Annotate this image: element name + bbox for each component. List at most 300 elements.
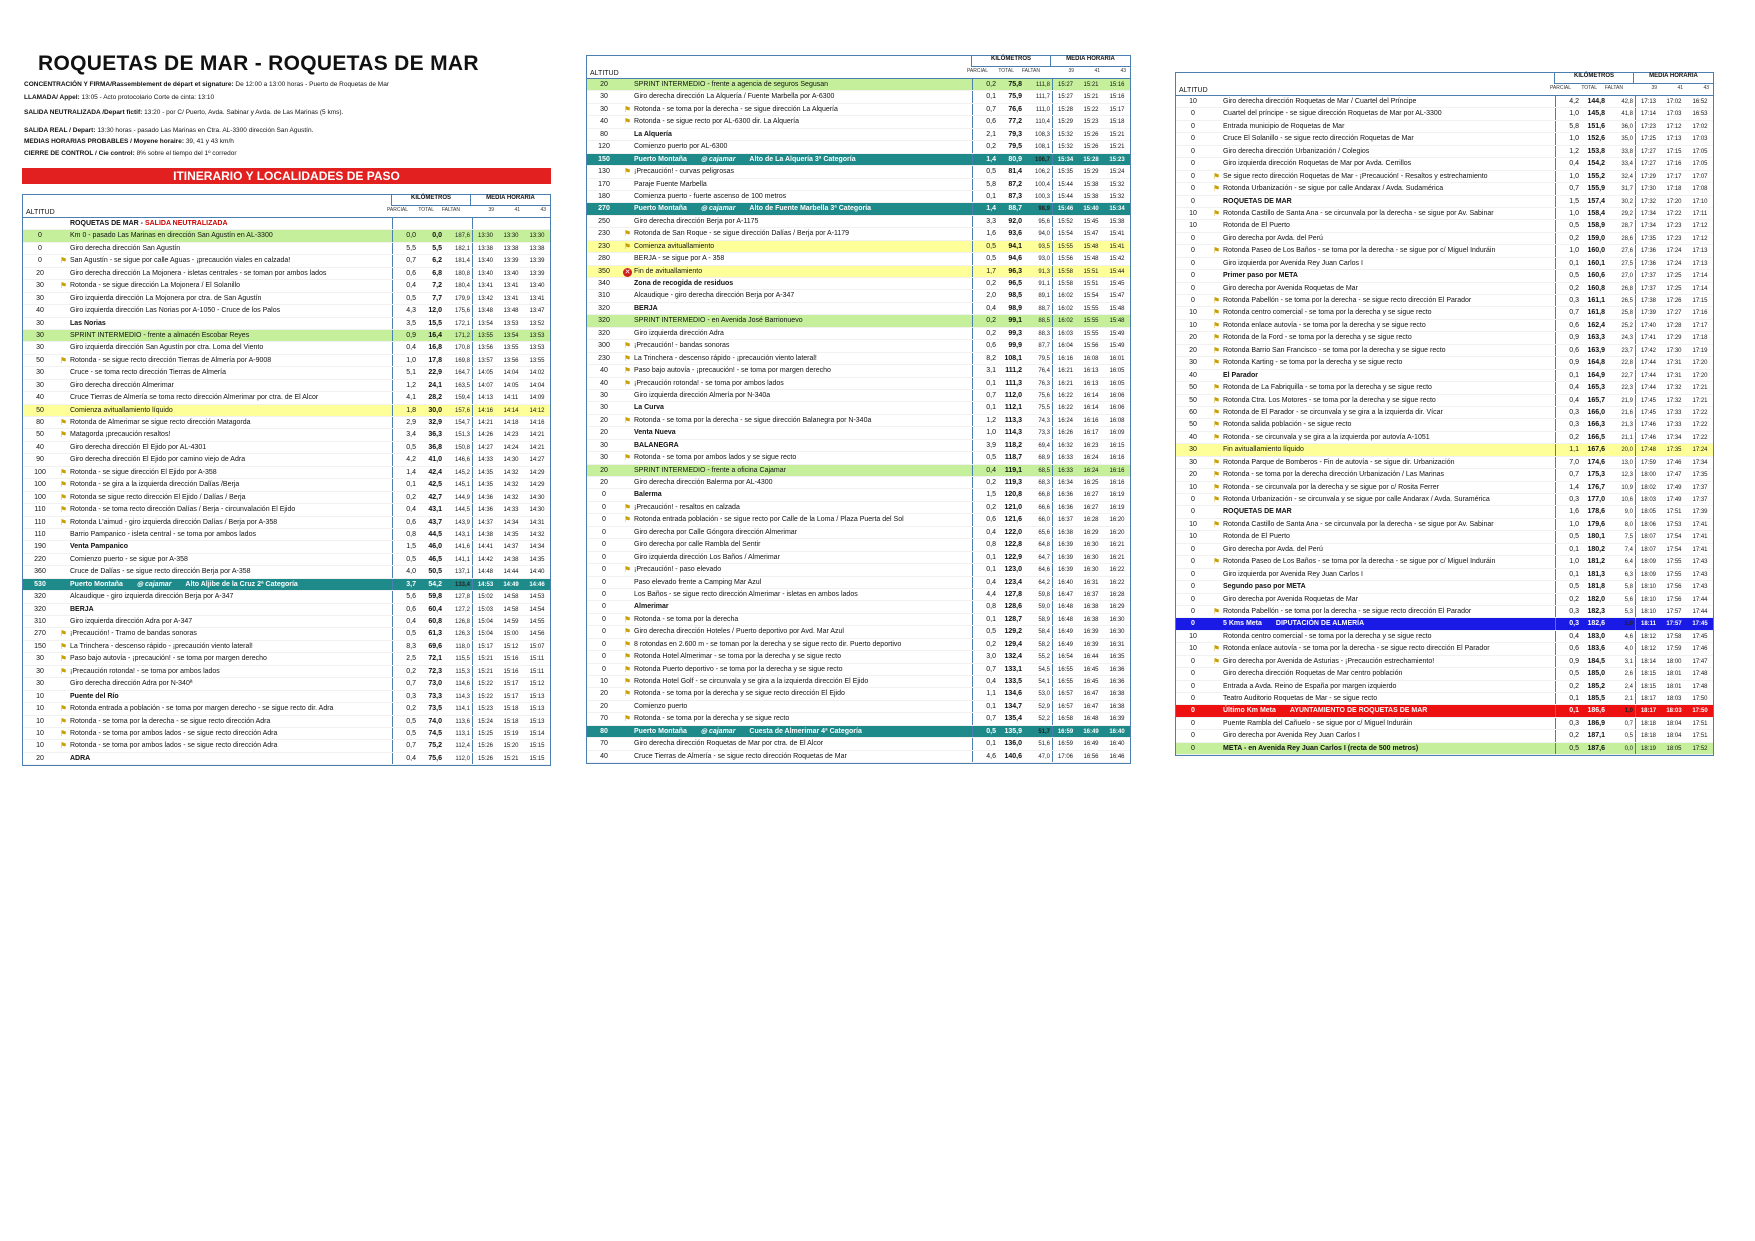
partial-km: 7,0: [1555, 457, 1581, 468]
partial-km: 1,0: [1555, 208, 1581, 219]
table-row: [587, 440, 1130, 452]
subheader: 43: [1703, 85, 1709, 91]
row-icon: [621, 514, 634, 525]
description: Puente del Río: [70, 692, 119, 700]
time-43: 15:16: [1109, 82, 1125, 88]
remaining-km: 65,6: [1038, 529, 1050, 536]
time-43: 17:05: [1692, 161, 1708, 168]
row-icon: [57, 479, 70, 490]
info-value: 13:05 - Acto protocolario Corte de cinta: 13:10: [81, 94, 215, 101]
remaining-km: 58,2: [1038, 641, 1050, 648]
description: Rotonda Karting - se toma por la derecha y se sigue recto: [1223, 359, 1403, 367]
remaining-km: 64,7: [1038, 554, 1050, 561]
partial-km: 4,0: [392, 566, 418, 577]
partial-km: 0,1: [1555, 569, 1581, 580]
time-39: 16:03: [1052, 328, 1078, 339]
time-39: 16:26: [1052, 427, 1078, 438]
partial-km: 0,4: [972, 465, 998, 476]
table-row: [23, 318, 550, 330]
time-43: 16:06: [1109, 392, 1125, 399]
total-km: 46,0: [428, 543, 442, 551]
table-row: [1176, 469, 1713, 481]
total-km: 46,5: [428, 555, 442, 563]
flag-icon: ⚑: [59, 728, 68, 738]
time-41: 14:11: [503, 395, 519, 402]
altitude: 10: [36, 717, 44, 725]
total-km: 163,9: [1587, 346, 1605, 354]
partial-km: 0,6: [1555, 345, 1581, 356]
description: Alcaudique - giro derecha dirección Berja por A-347: [634, 292, 795, 300]
description: Rotonda se sigue recto dirección El Ejido / Dalías / Berja: [70, 493, 246, 501]
remaining-km: 54,1: [1038, 679, 1050, 685]
flag-icon: ⚑: [623, 614, 632, 624]
remaining-km: 182,1: [454, 245, 470, 252]
remaining-km: 180,4: [454, 283, 470, 290]
partial-km: 0,6: [972, 340, 998, 351]
row-icon: [1210, 171, 1223, 182]
altitude: 0: [602, 491, 606, 499]
time-43: [524, 218, 550, 229]
description: Rotonda centro comercial - se toma por la derecha y se sigue recto: [1223, 309, 1432, 317]
altitude: 20: [36, 269, 44, 277]
table-row: [1176, 718, 1713, 730]
table-row: [587, 527, 1130, 539]
time-43: 17:52: [1692, 745, 1708, 752]
table-row: [23, 529, 550, 541]
table-row: [587, 564, 1130, 576]
time-39: 18:15: [1635, 681, 1661, 692]
time-39: 16:55: [1052, 664, 1078, 675]
time-39: 17:29: [1635, 171, 1661, 182]
total-km: 182,6: [1587, 620, 1605, 628]
time-41: 14:30: [503, 457, 519, 464]
partial-km: 3,4: [392, 429, 418, 440]
time-41: 15:55: [1083, 318, 1099, 325]
description: Rotonda Castillo de Santa Ana - se circunvala por la derecha - se sigue por Av. Sabinar: [1223, 520, 1494, 528]
partial-km: 0,7: [1555, 469, 1581, 480]
altitude: 0: [602, 603, 606, 611]
total-km: 177,0: [1587, 496, 1605, 503]
table-row: [1176, 345, 1713, 357]
description: Comienza puerto - fuerte ascenso de 100 metros: [634, 192, 787, 200]
altitude: 0: [1191, 247, 1195, 255]
total-km: 6,8: [432, 269, 442, 277]
remaining-km: 6,4: [1624, 559, 1633, 566]
altitude: 30: [36, 667, 44, 675]
time-39: 16:55: [1052, 676, 1078, 687]
table-row: [23, 380, 550, 392]
table-header: [1176, 73, 1713, 96]
time-41: 16:45: [1083, 679, 1099, 685]
total-km: 99,1: [1008, 317, 1022, 325]
flag-icon: ⚑: [59, 629, 68, 639]
time-41: 15:56: [1083, 343, 1099, 350]
total-km: 79,3: [1008, 130, 1022, 138]
description: San Agustín - se sigue por calle Aguas - ¡precaución viales en calzada!: [70, 257, 291, 265]
table-row: [23, 492, 550, 504]
time-41: 16:17: [1083, 430, 1099, 437]
remaining-km: 111,7: [1035, 94, 1050, 101]
total-km: 77,2: [1008, 118, 1022, 126]
description: SPRINT INTERMEDIO - en Avenida José Barrionuevo: [634, 317, 803, 325]
description: Giro derecha por Avenida Roquetas de Mar: [1223, 284, 1358, 292]
table-row: [587, 589, 1130, 601]
time-43: 16:38: [1109, 703, 1125, 710]
altitude: 340: [598, 280, 610, 287]
time-39: 15:21: [472, 666, 498, 677]
row-icon: [57, 703, 70, 714]
time-41: 16:30: [1083, 567, 1099, 574]
flag-icon: ⚑: [1212, 395, 1221, 405]
remaining-km: 54,5: [1038, 666, 1050, 673]
partial-km: 2,9: [392, 417, 418, 428]
altitude: 0: [1191, 185, 1195, 193]
partial-km: 1,4: [392, 467, 418, 478]
total-km: 176,7: [1587, 483, 1605, 491]
remaining-km: 21,6: [1621, 409, 1633, 416]
remaining-km: 13,0: [1621, 459, 1633, 466]
time-43: 14:29: [529, 469, 545, 476]
altitude: 50: [1189, 421, 1197, 429]
row-icon: [57, 429, 70, 440]
partial-km: 1,2: [972, 415, 998, 426]
time-41: 13:55: [503, 345, 519, 352]
row-icon: [57, 230, 70, 241]
description: Paraje Fuente Marbella: [634, 180, 707, 188]
row-icon: [1210, 295, 1223, 306]
total-km: 99,3: [1008, 329, 1022, 337]
total-km: 24,1: [428, 381, 442, 389]
row-icon: [57, 691, 70, 702]
sponsor-logo: ◎ cajamar: [137, 579, 172, 590]
time-43: 16:38: [1109, 691, 1125, 698]
time-41: 17:23: [1666, 223, 1682, 230]
flag-icon: ⚑: [59, 704, 68, 714]
description: BERJA: [70, 605, 94, 613]
table-row: [23, 504, 550, 516]
partial-km: 0,4: [392, 280, 418, 291]
description: La Trinchera - descenso rápido - ¡precaución viento lateral!: [634, 354, 817, 362]
partial-km: 0,2: [1555, 233, 1581, 244]
time-43: 17:47: [1692, 658, 1708, 665]
total-km: 185,2: [1587, 682, 1605, 690]
remaining-km: 98,9: [1038, 206, 1050, 213]
time-39: 18:10: [1635, 594, 1661, 605]
table-row: [587, 365, 1130, 377]
partial-km: 0,7: [972, 390, 998, 401]
table-row: [1176, 332, 1713, 344]
time-41: 17:24: [1666, 248, 1682, 255]
time-43: 14:09: [529, 395, 545, 402]
segment-subtitle: Cuesta de Almerimar 4ª Categoría: [749, 727, 862, 735]
table-row: [1176, 171, 1713, 183]
time-43: 16:30: [1109, 629, 1125, 636]
time-41: 14:24: [503, 444, 519, 451]
table-row: [1176, 693, 1713, 705]
time-41: 16:14: [1083, 405, 1099, 412]
total-km: 87,2: [1008, 180, 1022, 188]
flag-icon: ⚑: [1212, 457, 1221, 467]
table-row: [587, 738, 1130, 750]
subheader: 39: [1068, 68, 1074, 74]
row-icon: [621, 539, 634, 550]
description: Rotonda - se toma por la derecha - se sigue dirección Balanegra por N-340a: [634, 416, 872, 424]
description: Cruce Tierras de Almería - se sigue recto dirección Roquetas de Mar: [634, 752, 847, 760]
altitude: 0: [1191, 172, 1195, 180]
remaining-km: 9,0: [1624, 509, 1633, 516]
total-km: 153,8: [1587, 147, 1605, 155]
row-icon: [621, 166, 634, 177]
table-row: [587, 701, 1130, 713]
description: Giro derecha por Avda. del Perú: [1223, 234, 1323, 242]
partial-km: 0,9: [1555, 656, 1581, 667]
time-41: 15:26: [1083, 131, 1099, 138]
partial-km: 0,9: [392, 330, 418, 341]
remaining-km: 108,1: [1034, 144, 1050, 151]
time-41: 17:20: [1666, 198, 1682, 205]
table-row: [1176, 482, 1713, 494]
table-row: [1176, 643, 1713, 655]
time-43: 17:24: [1692, 447, 1708, 454]
time-43: 17:41: [1692, 546, 1708, 553]
partial-km: 0,1: [972, 378, 998, 389]
table-row: [1176, 370, 1713, 382]
remaining-km: 20,0: [1621, 447, 1633, 454]
time-39: 18:15: [1635, 668, 1661, 679]
neutral-start-label: SALIDA NEUTRALIZADA: [144, 220, 228, 227]
total-km: 28,2: [428, 394, 442, 402]
time-41: 16:38: [1083, 616, 1099, 623]
description: Los Baños - se sigue recto dirección Almerimar - isletas en ambos lados: [634, 590, 858, 598]
time-41: 17:57: [1666, 608, 1682, 615]
time-43: 14:27: [529, 457, 545, 464]
time-39: 15:28: [1052, 104, 1078, 115]
partial-km: 0,2: [972, 328, 998, 339]
time-41: 17:31: [1666, 372, 1682, 379]
time-39: 15:52: [1052, 216, 1078, 227]
time-39: 15:32: [1052, 141, 1078, 152]
table-row: [23, 293, 550, 305]
time-39: 17:42: [1635, 345, 1661, 356]
table-row: [1176, 295, 1713, 307]
total-km: 113,3: [1004, 416, 1022, 424]
total-km: 122,9: [1004, 553, 1022, 561]
remaining-km: 52,2: [1038, 716, 1050, 723]
subheader: PARCIAL: [386, 207, 408, 213]
altitude: 10: [36, 742, 44, 750]
time-41: 16:29: [1083, 529, 1099, 536]
total-km: 129,4: [1004, 640, 1022, 648]
partial-km: 0,5: [972, 452, 998, 463]
description: Comienzo puerto: [634, 702, 688, 710]
time-39: 18:12: [1635, 643, 1661, 654]
flag-icon: ⚑: [1212, 432, 1221, 442]
description: Rotonda de La Fabriquilla - se toma por la derecha y se sigue recto: [1223, 384, 1432, 392]
time-39: 18:17: [1635, 705, 1661, 716]
remaining-km: 175,6: [454, 308, 470, 315]
row-icon: [1210, 196, 1223, 207]
time-39: 18:14: [1635, 656, 1661, 667]
total-km: 108,1: [1004, 354, 1022, 362]
partial-km: 0,7: [392, 678, 418, 689]
time-41: 18:05: [1666, 745, 1682, 752]
description: Rotonda - se toma por ambos lados - se sigue recto dirección Adra: [70, 742, 278, 750]
time-39: 18:18: [1635, 730, 1661, 741]
altitude: 0: [1191, 707, 1195, 715]
altitude: 0: [1191, 110, 1195, 118]
table-row: [1176, 146, 1713, 158]
partial-km: 5,8: [1555, 121, 1581, 132]
time-41: 17:18: [1666, 186, 1682, 193]
partial-km: 0,5: [1555, 743, 1581, 754]
total-km: 122,0: [1004, 528, 1022, 536]
partial-km: 4,4: [972, 589, 998, 600]
time-43: 15:48: [1109, 305, 1125, 312]
remaining-km: 0,0: [1624, 745, 1633, 752]
remaining-km: 141,1: [454, 556, 470, 563]
row-icon: [57, 628, 70, 639]
description: Rotonda de San Roque - se sigue dirección Dalías / Berja por A-1179: [634, 230, 850, 238]
altitude: 100: [34, 493, 46, 501]
partial-km: 0,4: [972, 577, 998, 588]
time-39: 17:27: [1635, 158, 1661, 169]
table-row: [23, 728, 550, 740]
remaining-km: 12,3: [1621, 472, 1633, 479]
remaining-km: 35,0: [1621, 136, 1633, 143]
time-41: 15:26: [1083, 144, 1099, 151]
row-icon: [1210, 270, 1223, 281]
flag-icon: ⚑: [59, 641, 68, 651]
time-43: 17:21: [1692, 385, 1708, 392]
partial-km: 0,6: [1555, 320, 1581, 331]
altitude: 100: [34, 481, 46, 489]
altitude: 320: [598, 329, 610, 337]
flag-icon: ⚑: [1212, 246, 1221, 256]
time-39: 17:35: [1635, 233, 1661, 244]
remaining-km: 22,3: [1621, 385, 1633, 392]
table-row: [23, 691, 550, 703]
time-39: 15:44: [1052, 191, 1078, 202]
altitude: 50: [1189, 384, 1197, 392]
remaining-km: 47,0: [1038, 753, 1050, 760]
description: Fin avituallamiento líquido: [1223, 446, 1304, 454]
description: Rotonda Parque de Bomberos - Fin de autovía - se sigue dir. Urbanización: [1223, 458, 1455, 466]
time-39: 15:22: [472, 691, 498, 702]
time-43: 17:13: [1692, 260, 1708, 267]
remaining-km: 146,6: [454, 457, 470, 464]
description: La Trinchera - descenso rápido - ¡precaución viento lateral!: [70, 642, 253, 650]
total-km: 96,5: [1008, 280, 1022, 287]
table-row: [1176, 569, 1713, 581]
table-row: [1176, 270, 1713, 282]
partial-km: 0,5: [392, 728, 418, 739]
subheader: PARCIAL: [966, 68, 988, 74]
remaining-km: 187,6: [454, 233, 470, 240]
time-41: 13:39: [503, 258, 519, 265]
time-43: 17:51: [1692, 720, 1708, 727]
segment-title: Último Km Meta: [1223, 707, 1276, 715]
partial-km: 0,2: [1555, 730, 1581, 741]
remaining-km: 69,4: [1038, 442, 1050, 449]
altitude: 120: [598, 143, 610, 151]
row-icon: [621, 154, 634, 165]
time-43: 17:08: [1692, 186, 1708, 193]
time-39: 16:38: [1052, 527, 1078, 538]
altitude: 40: [600, 367, 608, 375]
time-43: 17:48: [1692, 683, 1708, 690]
row-icon: [621, 664, 634, 675]
time-41: 15:48: [1083, 256, 1099, 263]
remaining-km: 68,5: [1038, 467, 1050, 474]
partial-km: 1,2: [1555, 146, 1581, 157]
description: Segundo paso por META: [1223, 583, 1306, 591]
total-km: 79,5: [1008, 143, 1022, 151]
time-39: 17:44: [1635, 357, 1661, 368]
description: Rotonda Paseo de Los Baños - se toma por la derecha - se sigue por c/ Miguel Induráin: [1223, 247, 1496, 255]
row-icon: [1210, 594, 1223, 605]
table-row: [23, 641, 550, 653]
table-row: [1176, 245, 1713, 257]
total-km: 16,8: [428, 344, 442, 352]
altitude: 30: [36, 319, 44, 327]
time-39: 16:58: [1052, 713, 1078, 724]
total-km: 127,8: [1004, 590, 1022, 598]
time-39: 13:48: [472, 305, 498, 316]
row-icon: [1210, 307, 1223, 318]
description: Giro derecha dirección Roquetas de Mar centro población: [1223, 670, 1403, 678]
time-41: 15:55: [1083, 330, 1099, 337]
time-41: 13:48: [503, 308, 519, 315]
row-icon: [621, 639, 634, 650]
row-icon: [621, 79, 634, 90]
partial-km: 0,3: [1555, 295, 1581, 306]
row-icon: [57, 355, 70, 366]
row-icon: [621, 577, 634, 588]
description: Comienzo puerto - se sigue por A-358: [70, 555, 188, 563]
total-km: 111,3: [1005, 379, 1022, 387]
total-km: 121,0: [1004, 503, 1022, 511]
description: Teatro Auditorio Roquetas de Mar - se sigue recto: [1223, 695, 1378, 702]
time-39: 14:26: [472, 429, 498, 440]
time-43: 14:46: [529, 581, 545, 588]
time-43: 16:05: [1109, 368, 1125, 375]
remaining-km: 91,1: [1038, 281, 1050, 287]
flag-icon: ⚑: [623, 366, 632, 376]
time-39: 15:02: [472, 591, 498, 602]
remaining-km: 115,5: [455, 656, 470, 663]
remaining-km: 32,4: [1621, 173, 1633, 180]
remaining-km: 73,3: [1038, 430, 1050, 437]
total-km: 123,0: [1004, 566, 1022, 574]
description: Giro derecha dirección Adra por N-340ª: [70, 680, 193, 688]
row-icon: [1210, 519, 1223, 530]
time-43: 16:40: [1109, 728, 1125, 735]
time-41: 15:21: [1083, 82, 1099, 88]
partial-km: 0,5: [392, 442, 418, 453]
time-43: 13:40: [529, 283, 545, 290]
row-icon: [57, 467, 70, 478]
table-row: [587, 726, 1130, 738]
row-icon: [1210, 469, 1223, 480]
time-39: 16:22: [1052, 402, 1078, 413]
time-43: 16:36: [1109, 666, 1125, 673]
time-43: 16:19: [1109, 492, 1125, 499]
time-39: 15:23: [472, 703, 498, 714]
time-41: 16:23: [1083, 442, 1099, 449]
time-43: 13:55: [529, 357, 545, 364]
time-41: 16:45: [1083, 666, 1099, 673]
time-39: 16:32: [1052, 440, 1078, 451]
